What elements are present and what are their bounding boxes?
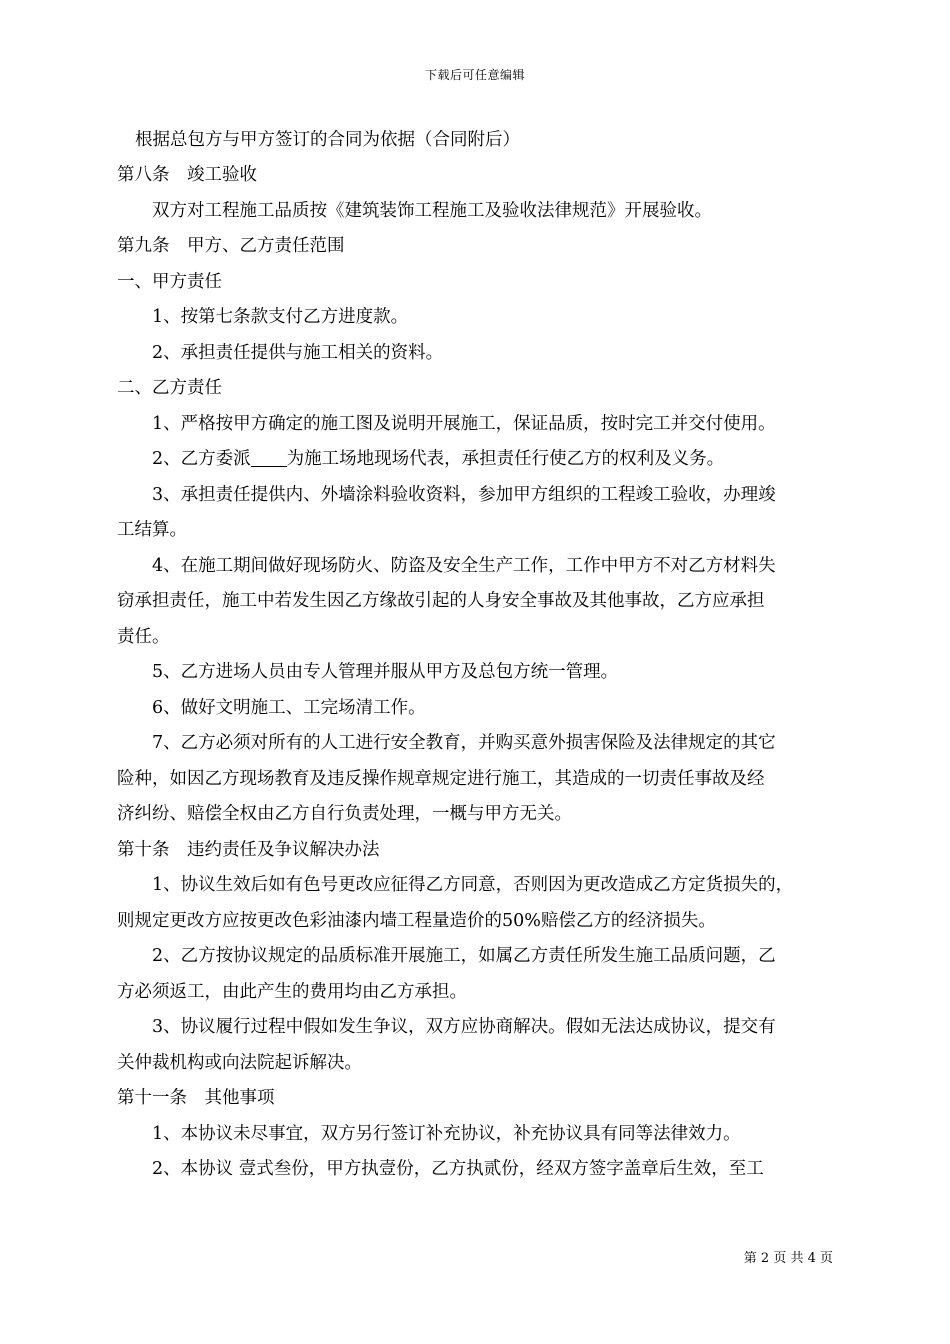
section-heading: 一、甲方责任 — [117, 272, 222, 292]
page-number: 第 2 页 共 4 页 — [743, 1251, 833, 1266]
list-item-continued: 济纠纷、赔偿全权由乙方自行负责处理，一概与甲方无关。 — [117, 804, 572, 824]
page-header: 下载后可任意编辑 — [424, 68, 525, 82]
list-item: 7、乙方必须对所有的人工进行安全教育，并购买意外损害保险及法律规定的其它 — [152, 733, 776, 753]
list-item-continued: 窃承担责任，施工中若发生因乙方缘故引起的人身安全事故及其他事故，乙方应承担 — [117, 591, 765, 611]
list-item: 1、按第七条款支付乙方进度款。 — [152, 307, 409, 327]
article-heading: 第八条 竣工验收 — [117, 165, 257, 185]
list-item: 1、协议生效后如有色号更改应征得乙方同意，否则因为更改造成乙方定货损失的， — [152, 875, 794, 895]
article-heading: 第十一条 其他事项 — [117, 1088, 275, 1108]
list-item: 6、做好文明施工、工完场清工作。 — [152, 698, 426, 718]
list-item: 3、协议履行过程中假如发生争议，双方应协商解决。假如无法达成协议，提交有 — [152, 1017, 776, 1037]
list-item-continued: 方必须返工，由此产生的费用均由乙方承担。 — [117, 982, 467, 1002]
paragraph: 双方对工程施工品质按《建筑装饰工程施工及验收法律规范》开展验收。 — [152, 201, 712, 221]
list-item-text: 2、乙方委派 — [152, 449, 251, 469]
fill-in-blank — [251, 449, 287, 468]
list-item-continued: 险种，如因乙方现场教育及违反操作规章规定进行施工，其造成的一切责任事故及经 — [117, 769, 765, 789]
list-item — [152, 445, 724, 470]
article-heading: 第九条 甲方、乙方责任范围 — [117, 236, 345, 256]
list-item-continued: 关仲裁机构或向法院起诉解决。 — [117, 1053, 362, 1073]
list-item-text: 为施工场地现场代表，承担责任行使乙方的权利及义务。 — [286, 449, 725, 469]
list-item-continued: 工结算。 — [117, 520, 187, 540]
article-heading: 第十条 违约责任及争议解决办法 — [117, 840, 380, 860]
list-item: 4、在施工期间做好现场防火、防盗及安全生产工作，工作中甲方不对乙方材料失 — [152, 556, 776, 576]
list-item-continued: 则规定更改方应按更改色彩油漆内墙工程量造价的50%赔偿乙方的经济损失。 — [117, 911, 716, 931]
list-item: 2、承担责任提供与施工相关的资料。 — [152, 343, 444, 363]
list-item: 1、严格按甲方确定的施工图及说明开展施工，保证品质，按时完工并交付使用。 — [152, 414, 776, 434]
list-item: 3、承担责任提供内、外墙涂料验收资料，参加甲方组织的工程竣工验收，办理竣 — [152, 485, 776, 505]
list-item: 1、本协议未尽事宜，双方另行签订补充协议，补充协议具有同等法律效力。 — [152, 1124, 741, 1144]
paragraph: 根据总包方与甲方签订的合同为依据（合同附后） — [135, 130, 520, 150]
list-item-continued: 责任。 — [117, 627, 170, 647]
list-item: 2、乙方按协议规定的品质标准开展施工，如属乙方责任所发生施工品质问题，乙 — [152, 946, 776, 966]
list-item: 5、乙方进场人员由专人管理并服从甲方及总包方统一管理。 — [152, 662, 619, 682]
section-heading: 二、乙方责任 — [117, 378, 222, 398]
list-item: 2、本协议 壹式叁份，甲方执壹份，乙方执贰份，经双方签字盖章后生效，至工 — [152, 1159, 764, 1179]
